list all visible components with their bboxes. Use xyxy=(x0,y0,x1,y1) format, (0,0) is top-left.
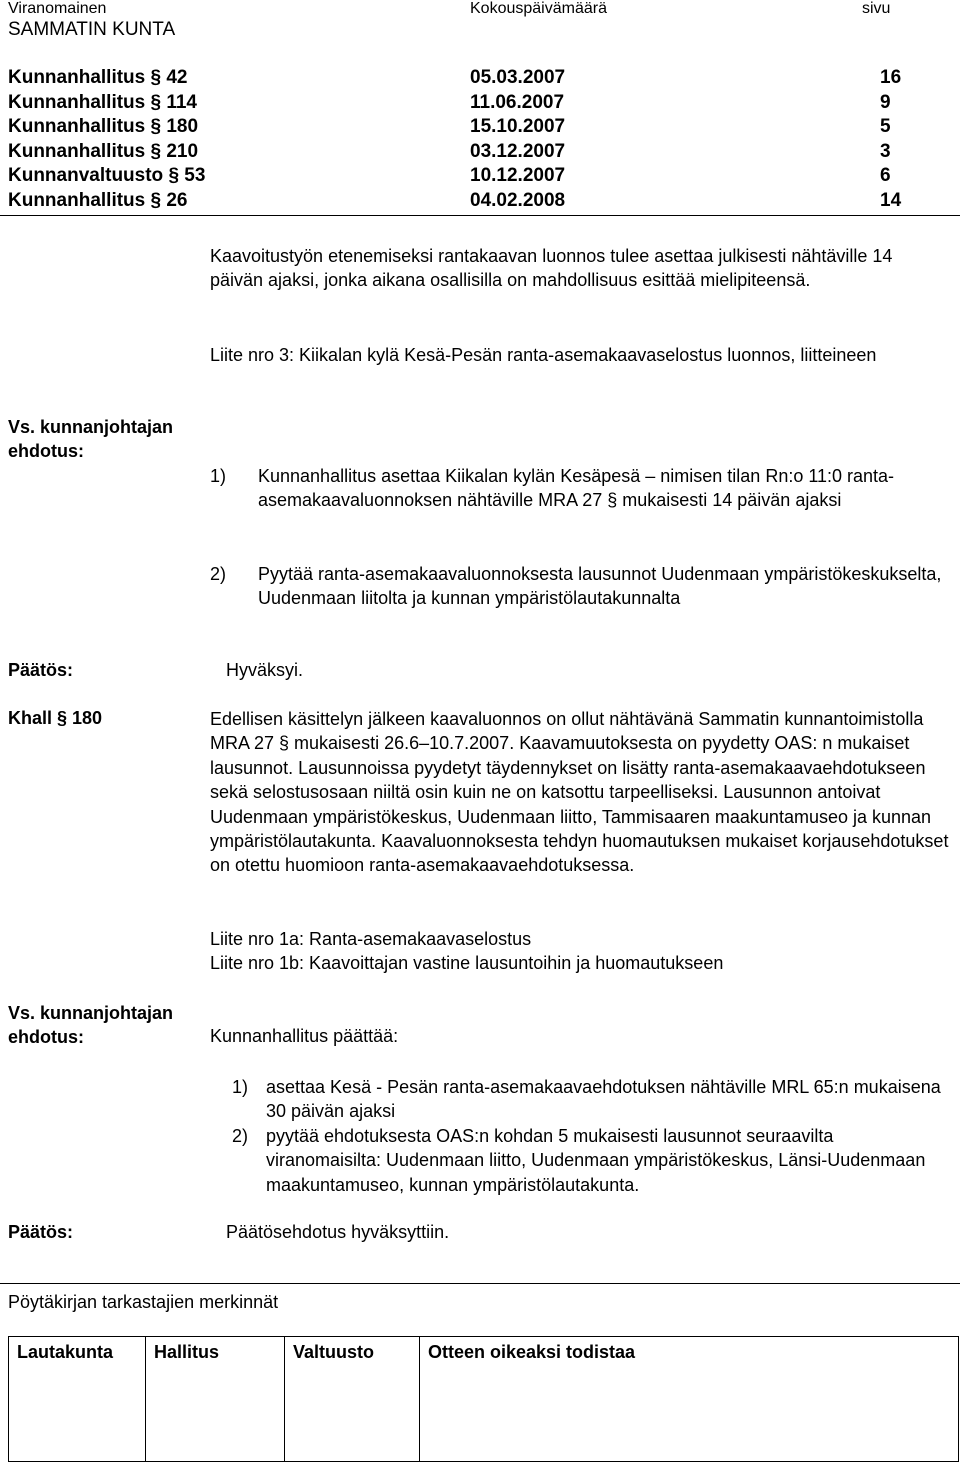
list-item xyxy=(232,1075,950,1125)
list-text: pyytää ehdotuksesta OAS:n kohdan 5 mukaisesti lausunnot seuraavilta viranomaisilta: Uudenmaan liitto, Uudenmaan ympäristökeskus, Länsi-Uudenmaan maakuntamuseo, kunnan ympäristölautakunta. xyxy=(266,1126,926,1195)
decision-text: Päätösehdotus hyväksyttiin. xyxy=(226,1222,450,1242)
footer-divider xyxy=(0,1283,960,1284)
history-body: Kunnanhallitus § 42 xyxy=(8,67,188,88)
history-body: Kunnanhallitus § 26 xyxy=(8,190,188,211)
decision-label: Päätös: xyxy=(8,1222,74,1242)
history-row xyxy=(8,67,958,91)
intro-paragraph: Kaavoitustyön etenemiseksi rantakaavan luonnos tulee asettaa julkisesti nähtäville 14 päivän ajaksi, jonka aikana osallisilla on mahdollisuus esittää mielipiteensä. xyxy=(210,246,893,291)
history-body: Kunnanhallitus § 210 xyxy=(8,141,199,162)
history-row xyxy=(8,116,958,140)
history-page: 14 xyxy=(880,190,902,211)
history-date: 10.12.2007 xyxy=(470,165,566,186)
page-label: sivu xyxy=(862,0,891,17)
history-row xyxy=(8,190,958,214)
history-body: Kunnanvaltuusto § 53 xyxy=(8,165,206,186)
history-page: 6 xyxy=(880,165,891,186)
list-number: 1) xyxy=(232,1077,249,1097)
list-text: Kunnanhallitus asettaa Kiikalan kylän Kesäpesä – nimisen tilan Rn:o 11:0 ranta-asemakaavaluonnoksen nähtäville MRA 27 § mukaisesti 14 päivän ajaksi xyxy=(258,466,895,511)
history-body: Kunnanhallitus § 180 xyxy=(8,116,199,137)
history-page: 16 xyxy=(880,67,902,88)
history-page: 5 xyxy=(880,116,891,137)
list-number: 2) xyxy=(232,1126,249,1146)
attachment-3: Liite nro 3: Kiikalan kylä Kesä-Pesän ranta-asemakaavaselostus luonnos, liitteineen xyxy=(210,345,877,365)
list-text: asettaa Kesä - Pesän ranta-asemakaavaehdotuksen nähtäville MRL 65:n mukaisena 30 päivän ajaksi xyxy=(266,1077,941,1122)
history-page: 9 xyxy=(880,92,891,113)
history-row xyxy=(8,92,958,116)
proposal-label: Vs. kunnanjohtajan ehdotus: xyxy=(8,417,174,462)
history-date: 11.06.2007 xyxy=(470,92,565,113)
list-item xyxy=(210,562,950,634)
list-number: 2) xyxy=(210,564,227,584)
history-row xyxy=(8,141,958,165)
history-date: 04.02.2008 xyxy=(470,190,566,211)
history-date: 03.12.2007 xyxy=(470,141,566,162)
decision-text: Hyväksyi. xyxy=(226,660,304,680)
signature-cell-hallitus: Hallitus xyxy=(146,1337,285,1462)
list-text: Pyytää ranta-asemakaavaluonnoksesta lausunnot Uudenmaan ympäristökeskukselta, Uudenmaan liitolta ja kunnan ympäristölautakunnalta xyxy=(258,564,942,609)
list-number: 1) xyxy=(210,466,227,486)
signature-cell-lautakunta: Lautakunta xyxy=(9,1337,146,1462)
decision-label: Päätös: xyxy=(8,660,74,680)
khall-paragraph: Edellisen käsittelyn jälkeen kaavaluonnos on ollut nähtävänä Sammatin kunnantoimistolla MRA 27 § mukaisesti 26.6–10.7.2007. Kaavamuutoksesta on pyydetty OAS: n mukaiset lausunnot. Lausunnoissa pyydetyt täydennykset on lisätty ranta-asemakaavaehdotukseen sekä selostusosaan niiltä osin kuin ne on katsottu tarpeelliseksi. Lausunnon antoivat Uudenmaan ympäristökeskus, Uudenmaan liitto, Tammisaaren maakuntamuseo ja kunnan ympäristölautakunta. Kaavaluonnoksesta tehdyn huomautuksen mukaiset korjausehdotukset on otettu huomioon ranta-asemakaavaehdotuksessa. xyxy=(210,709,949,876)
khall-label: Khall § 180 xyxy=(8,708,103,728)
meeting-date-label: Kokouspäivämäärä xyxy=(470,0,607,17)
history-body: Kunnanhallitus § 114 xyxy=(8,92,197,113)
attachment-1a: Liite nro 1a: Ranta-asemakaavaselostus xyxy=(210,929,532,949)
authority-name: SAMMATIN KUNTA xyxy=(8,19,176,40)
signature-table xyxy=(8,1336,959,1462)
signature-cell-certification: Otteen oikeaksi todistaa xyxy=(420,1337,959,1462)
proposal-intro: Kunnanhallitus päättää: xyxy=(210,1026,399,1046)
review-label: Pöytäkirjan tarkastajien merkinnät xyxy=(8,1292,279,1312)
history-page: 3 xyxy=(880,141,891,162)
list-item xyxy=(210,464,950,536)
section-divider xyxy=(0,215,960,216)
attachment-1b: Liite nro 1b: Kaavoittajan vastine lausuntoihin ja huomautukseen xyxy=(210,953,724,973)
list-item xyxy=(232,1124,950,1199)
history-row xyxy=(8,165,958,189)
proposal-label: Vs. kunnanjohtajan ehdotus: xyxy=(8,1003,174,1048)
authority-label: Viranomainen xyxy=(8,0,107,17)
history-date: 15.10.2007 xyxy=(470,116,566,137)
signature-cell-valtuusto: Valtuusto xyxy=(285,1337,420,1462)
history-date: 05.03.2007 xyxy=(470,67,566,88)
